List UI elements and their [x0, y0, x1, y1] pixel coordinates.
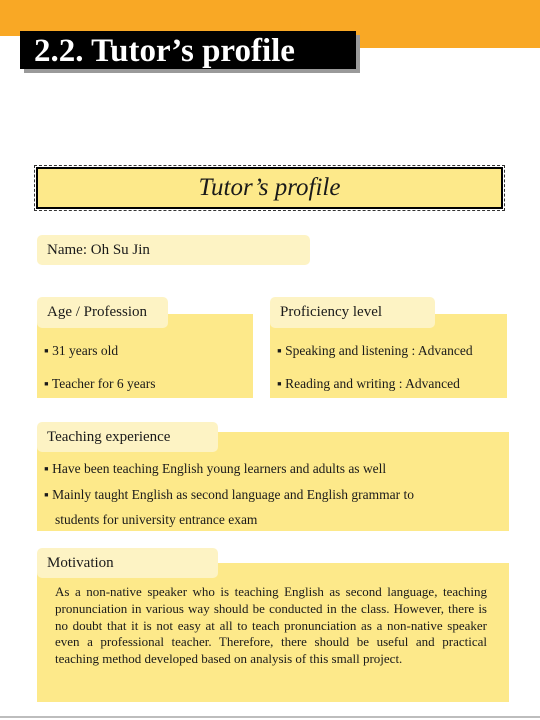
teaching-item: ▪ Mainly taught English as second language and English grammar to: [44, 487, 414, 502]
age-item: ▪ 31 years old: [44, 343, 119, 358]
proficiency-heading: Proficiency level: [270, 297, 435, 328]
reading-writing-item: ▪ Reading and writing : Advanced: [277, 376, 460, 391]
speaking-listening-item: ▪ Speaking and listening : Advanced: [277, 343, 473, 358]
profession-item: ▪ Teacher for 6 years: [44, 376, 156, 391]
age-profession-heading: Age / Profession: [37, 297, 168, 328]
motivation-text: As a non-native speaker who is teaching English as second language, teaching pronunciation in various way should be conducted in the class. However, there is no doubt that it is not easy at all to teach pronunciation as a non-native speaker even a professional teacher. Therefore, there should be useful and practical teaching method developed based on analysis of this small project.: [55, 584, 487, 667]
bottom-divider: [0, 716, 540, 718]
teaching-item-continuation: students for university entrance exam: [55, 512, 258, 527]
banner-title: Tutor’s profile: [198, 174, 341, 201]
profile-banner: [36, 167, 503, 209]
motivation-heading: Motivation: [37, 548, 218, 578]
slide-title: 2.2. Tutor’s profile: [34, 33, 295, 69]
name-pill: Name: Oh Su Jin: [37, 235, 310, 265]
teaching-item: ▪ Have been teaching English young learners and adults as well: [44, 461, 387, 476]
teaching-experience-heading: Teaching experience: [37, 422, 218, 452]
